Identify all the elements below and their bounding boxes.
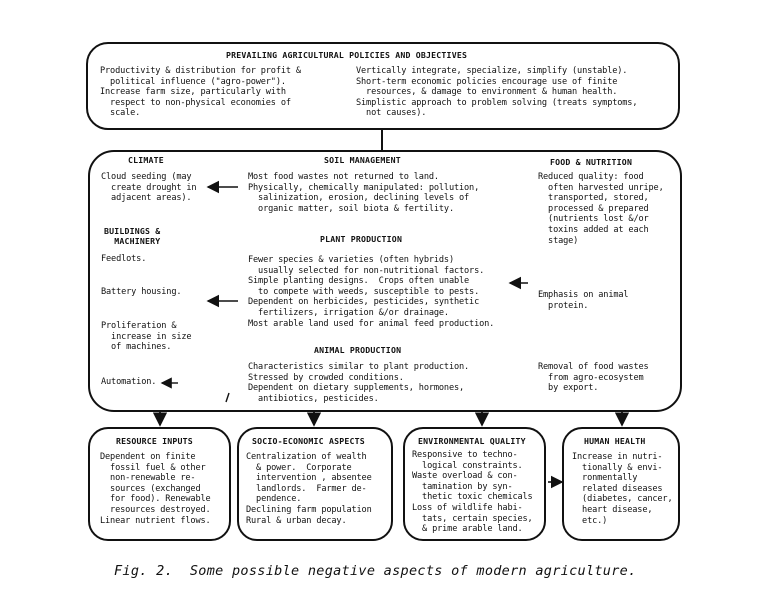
socio-economic-heading: SOCIO-ECONOMIC ASPECTS bbox=[252, 436, 365, 446]
plant-text: Fewer species & varieties (often hybrids) usually selected for non-nutritional factors. Simple planting designs. Crops often unable to compete with weeds, susceptible to pests. Dependent on herbicides, pesticides, synthetic fertilizers, irrigation &/or drainage. Most arable land used for animal feed production. bbox=[248, 255, 495, 329]
environmental-quality-text: Responsive to techno- logical constraints. Waste overload & con- tamination by syn- thetic toxic chemicals Loss of wildlife habi- tats, certain species, & prime arable land. bbox=[412, 450, 533, 535]
policies-right-text: Vertically integrate, specialize, simplify (unstable). Short-term economic policies encourage use of finite resources, & damage to environment & human health. Simplistic approach to problem solving (treats symptoms, not causes). bbox=[356, 66, 638, 119]
tick-mark bbox=[226, 393, 229, 402]
feedlots-text: Feedlots. bbox=[101, 254, 147, 264]
figure-caption: Fig. 2. Some possible negative aspects of modern agriculture. bbox=[114, 563, 637, 579]
proliferation-text: Proliferation & increase in size of machines. bbox=[101, 321, 192, 353]
plant-heading: PLANT PRODUCTION bbox=[320, 234, 403, 244]
resource-inputs-heading: RESOURCE INPUTS bbox=[116, 436, 193, 446]
environmental-quality-heading: ENVIRONMENTAL QUALITY bbox=[418, 436, 526, 446]
emphasis-text: Emphasis on animal protein. bbox=[538, 290, 629, 311]
policies-left-text: Productivity & distribution for profit & political influence ("agro-power"). Increase farm size, particularly with respect to non-physical economies of scale. bbox=[100, 66, 301, 119]
food-text: Reduced quality: food often harvested unripe, transported, stored, processed & prepared (nutrients lost &/or toxins added at each stage) bbox=[538, 172, 664, 246]
automation-text: Automation. bbox=[101, 377, 157, 387]
buildings-heading: BUILDINGS & MACHINERY bbox=[104, 226, 161, 246]
food-heading: FOOD & NUTRITION bbox=[550, 157, 633, 167]
removal-text: Removal of food wastes from agro-ecosystem by export. bbox=[538, 362, 649, 394]
soil-text: Most food wastes not returned to land. Physically, chemically manipulated: pollution, salinization, erosion, declining levels of organic matter, soil biota & fertility. bbox=[248, 172, 480, 214]
soil-heading: SOIL MANAGEMENT bbox=[324, 155, 401, 165]
policies-title: PREVAILING AGRICULTURAL POLICIES AND OBJECTIVES bbox=[226, 50, 468, 60]
socio-economic-text: Centralization of wealth & power. Corporate intervention , absentee landlords. Farmer de- pendence. Declining farm population Rural & urban decay. bbox=[246, 452, 372, 526]
climate-heading: CLIMATE bbox=[128, 155, 164, 165]
human-health-text: Increase in nutri- tionally & envi- ronmentally related diseases (diabetes, cancer, heart disease, etc.) bbox=[572, 452, 673, 526]
animal-text: Characteristics similar to plant production. Stressed by crowded conditions. Dependent on dietary supplements, hormones, antibiotics, pesticides. bbox=[248, 362, 470, 404]
animal-heading: ANIMAL PRODUCTION bbox=[314, 345, 402, 355]
human-health-heading: HUMAN HEALTH bbox=[584, 436, 646, 446]
battery-housing-text: Battery housing. bbox=[101, 287, 182, 297]
resource-inputs-text: Dependent on finite fossil fuel & other non-renewable re- sources (exchanged for food). Renewable resources destroyed. Linear nutrient flows. bbox=[100, 452, 211, 526]
climate-text: Cloud seeding (may create drought in adjacent areas). bbox=[101, 172, 197, 204]
